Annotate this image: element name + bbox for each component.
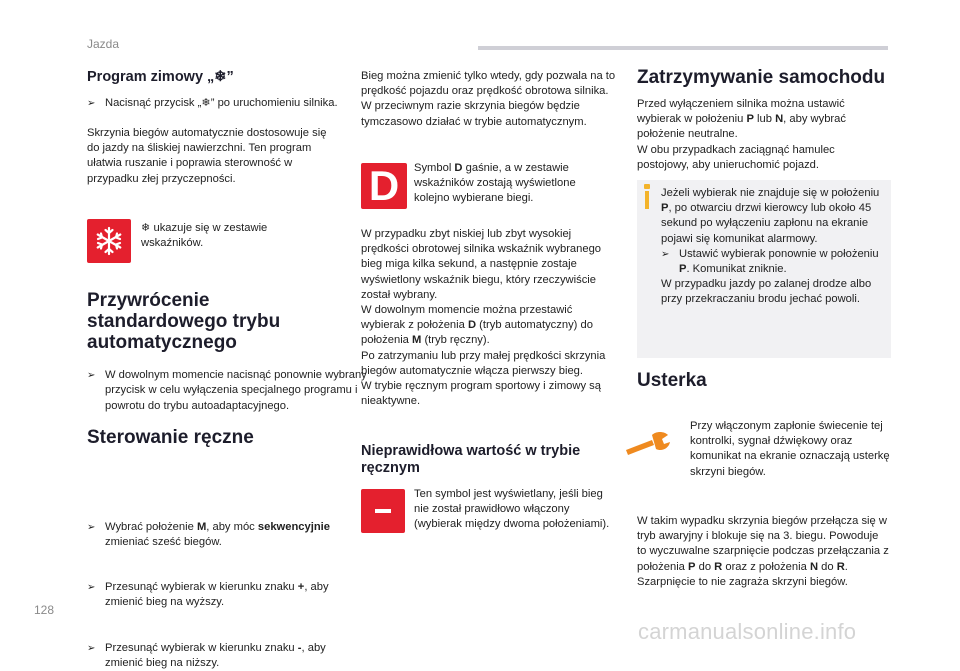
fault-text: W takim wypadku skrzynia biegów przełącza się w tryb awaryjny i blokuje się na 3. biegu. Powoduje to wyczuwalne szarpnięcie podczas przełączania z położenia P do R oraz z położenia N do R. Szarpnięcie to nie zagraża skrzyni biegów. <box>637 515 889 588</box>
sport-paragraph: W trybie ręcznym program sportowy i zimowy są nieaktywne. <box>361 380 601 408</box>
bullet-arrow-icon: ➢ <box>87 642 96 654</box>
snowflake-icon <box>87 219 131 263</box>
info-bullet: ➢ Ustawić wybierak ponownie w położeniu P. Komunikat zniknie. <box>661 247 879 276</box>
switch-paragraph: W dowolnym momencie można przestawić wybierak z położenia D (tryb automatyczny) do położenia M (tryb ręczny). <box>361 304 593 347</box>
winter-bullet-text: Nacisnąć przycisk „❄” po uruchomieniu silnika. <box>105 97 338 109</box>
wrong-value-text: Ten symbol jest wyświetlany, jeśli bieg nie został prawidłowo włączony (wybierak między dwoma położeniami). <box>414 488 610 531</box>
minus-icon <box>361 489 405 533</box>
wrench-icon <box>622 426 674 462</box>
manual-bullet-2: ➢ Przesunąć wybierak w kierunku znaku +, aby zmienić bieg na wyższy. <box>87 581 329 609</box>
d-letter-icon: D <box>361 163 407 209</box>
bullet-arrow-icon: ➢ <box>87 521 96 533</box>
manual-bullet-1: ➢ Wybrać położenie M, aby móc sekwencyjnie zmieniać sześć biegów. <box>87 520 331 549</box>
header-bar <box>478 46 888 50</box>
bullet-arrow-icon: ➢ <box>87 98 96 109</box>
wrong-value-title: Nieprawidłowa wartość w trybie ręcznym <box>361 443 581 476</box>
d-symbol-text: Symbol D gaśnie, a w zestawie wskaźników zostają wyświetlone kolejno wybierane biegi. <box>414 162 576 205</box>
winter-bullet <box>87 96 355 111</box>
info-icon-bar <box>645 191 649 209</box>
section-header: Jazda <box>87 37 120 51</box>
bullet-arrow-icon: ➢ <box>87 370 96 382</box>
fault-title: Usterka <box>637 370 707 391</box>
winter-text: Skrzynia biegów automatycznie dostosowuje się do jazdy na śliskiej nawierzchni. Ten program ułatwia ruszanie i poprawia sterowność w przypadku złej przyczepności. <box>87 127 327 185</box>
manual-intro: Bieg można zmienić tylko wtedy, gdy pozwala na to prędkość pojazdu oraz prędkość obrotowa silnika. W przeciwnym razie skrzynia biegów będzie tymczasowo działać w trybie automatycznym. <box>361 70 616 128</box>
watermark: carmanualsonline.info <box>638 619 857 644</box>
page-number: 128 <box>34 603 55 617</box>
stopping-text: Przed wyłączeniem silnika można ustawić wybierak w położeniu P lub N, aby wybrać położenie neutralne. W obu przypadkach zaciągnąć hamulec postojowy, aby unieruchomić pojazd. <box>637 98 846 171</box>
restore-title: Przywrócenie standardowego trybu automatycznego <box>87 290 281 353</box>
manual-paragraphs <box>361 227 619 409</box>
winter-program-title: Program zimowy „❄” <box>87 69 234 85</box>
manual-title: Sterowanie ręczne <box>87 427 254 448</box>
info-icon <box>644 184 650 189</box>
stopping-title: Zatrzymywanie samochodu <box>637 67 886 88</box>
fault-icon-text: Przy włączonym zapłonie świecenie tej kontrolki, sygnał dźwiękowy oraz komunikat na ekranie oznaczają usterkę skrzyni biegów. <box>690 420 890 478</box>
info-box-text: Jeżeli wybierak nie znajduje się w położeniu P, po otwarciu drzwi kierowcy lub około 45 sekund po wyłączeniu zapłonu na ekranie pojawi się komunikat alarmowy. ➢ Ustawić wybierak ponownie w położeniu P. Komunikat zniknie. W przypadku jazdy po zalanej drodze albo przy przekraczaniu brodu jechać powoli. <box>661 186 886 308</box>
bullet-arrow-icon: ➢ <box>87 582 96 594</box>
manual-bullet-3: ➢ Przesunąć wybierak w kierunku znaku -, aby zmienić bieg na niższy. <box>87 641 326 669</box>
stop-paragraph: Po zatrzymaniu lub przy małej prędkości skrzynia biegów automatycznie włącza pierwszy bieg. <box>361 349 606 377</box>
bullet-arrow-icon: ➢ <box>661 248 670 260</box>
restore-bullet <box>87 368 367 414</box>
rpm-paragraph: W przypadku zbyt niskiej lub zbyt wysokiej prędkości obrotowej silnika wskaźnik wybranego bieg miga kilka sekund, a następnie zostaje wyświetlony wskaźnik biegu, który rzeczywiście został wybrany. <box>361 228 602 301</box>
restore-bullet-text: W dowolnym momencie nacisnąć ponownie wybrany przycisk w celu wyłączenia specjalnego programu i powrotu do trybu autoadaptacyjnego. <box>105 369 367 412</box>
winter-icon-text: ❄ ukazuje się w zestawie wskaźników. <box>141 222 268 250</box>
